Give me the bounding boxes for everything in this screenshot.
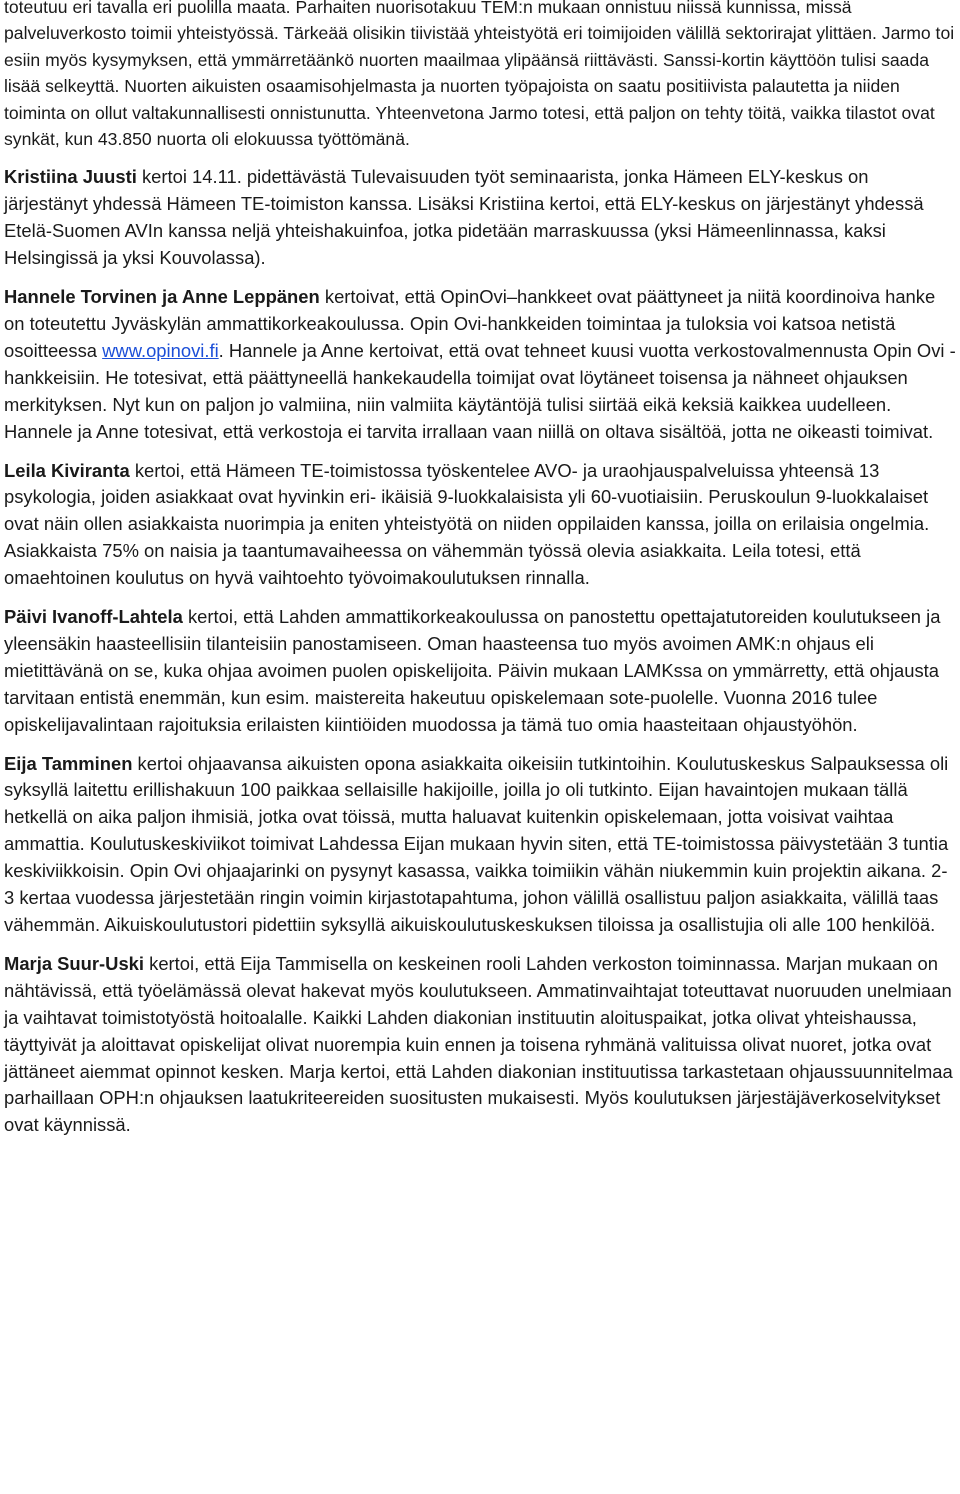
paragraph-text: kertoi, että Lahden ammattikorkeakoulussa on panostettu opettajatutoreiden koulutukseen ja yleensäkin haasteellisiin tilanteisiin panostamiseen. Oman haasteensa tuo myös avoimen AMK:n ohjaus eli mietittävänä on se, kuka ohjaa avoimen puolen opiskelijoita. Päivin mukaan LAMKssa on ymmärretty, että ohjausta tarvitaan entistä enemmän, kun esim. maistereita hakeutuu opiskelemaan sote-puolelle. Vuonna 2016 tulee opiskelijavalintaan rajoituksia erilaisten kiintiöiden muodossa ja tämä tuo omia haasteitaan ohjaustyöhön.: [4, 606, 941, 735]
paragraph-text: kertoivat, että OpinOvi–hankkeet ovat päättyneet ja niitä koordinoiva hanke on toteutettu Jyväskylän ammattikorkeakoulussa. Opin Ovi-hankkeiden toimintaa ja tuloksia voi katsoa netistä osoitteessa: [4, 286, 936, 361]
paragraph-eija-tamminen: [4, 751, 956, 939]
paragraph-kristiina-juusti: [4, 164, 956, 272]
paragraph-torvinen-leppanen: [4, 284, 956, 445]
paragraph-text: toteutuu eri tavalla eri puolilla maata. Parhaiten nuorisotakuu TEM:n mukaan onnistuu niissä kunnissa, missä palveluverkosto toimii yhteistyössä. Tärkeää olisikin tiivistää yhteistyötä eri toimijoiden välillä sektorirajat ylittäen. Jarmo toi esiin myös kysymyksen, että ymmärretäänkö nuorten maailmaa ylipäänsä riittävästi. Sanssi-kortin käyttöön tulisi saada lisää selkeyttä. Nuorten aikuisten osaamisohjelmasta ja nuorten työpajoista on saatu positiivista palautetta ja niiden toiminta on ollut valtakunnallisesti onnistunutta. Yhteenvetona Jarmo totesi, että paljon on tehty töitä, vaikka tilastot ovat synkät, kun 43.850 nuorta oli elokuussa työttömänä.: [4, 0, 955, 150]
document-page: [4, 0, 956, 1151]
speaker-name: Kristiina Juusti: [4, 166, 137, 188]
speaker-name: Leila Kiviranta: [4, 459, 130, 481]
speaker-name: Hannele Torvinen ja Anne Leppänen: [4, 286, 320, 308]
paragraph-text: kertoi 14.11. pidettävästä Tulevaisuuden työt seminaarista, jonka Hämeen ELY-keskus on järjestänyt yhdessä Hämeen TE-toimiston kanssa. Lisäksi Kristiina kertoi, että ELY-keskus on järjestänyt yhdessä Etelä-Suomen AVIn kanssa neljä yhteishakuinfoa, jotka pidetään marraskuussa (yksi Hämeenlinnassa, kaksi Helsingissä ja yksi Kouvolassa).: [4, 166, 924, 269]
paragraph-text: kertoi ohjaavansa aikuisten opona asiakkaita oikeisiin tutkintoihin. Koulutuskeskus Salpauksessa oli syksyllä laitettu erillishakuun 100 paikkaa sellaisille hakijoille, joilla jo oli tutkinto. Eijan havaintojen mukaan tällä hetkellä on aika paljon ihmisiä, jotka ovat töissä, mutta haluavat kuitenkin opiskelemaan, jotta voisivat vaihtaa ammattia. Koulutuskeskiviikot toimivat Lahdessa Eijan mukaan hyvin siten, että TE-toimistossa päivystetään 3 tuntia keskiviikkoisin. Opin Ovi ohjaajarinki on pysynyt kasassa, vaikka toimiikin vähän niukemmin kuin projektin aikana. 2-3 kertaa vuodessa järjestetään ringin voimin kirjastotapahtuma, johon välillä osallistuu paljon asiakkaita, välillä taas vähemmän. Aikuiskoulutustori pidettiin syksyllä aikuiskoulutuskeskuksen tiloissa ja osallistujia oli alle 100 henkilöä.: [4, 752, 949, 935]
paragraph-text: kertoi, että Hämeen TE-toimistossa työskentelee AVO- ja uraohjauspalveluissa yhteensä 13 psykologia, joiden asiakkaat ovat hyvinkin eri- ikäisiä 9-luokkalaisista yli 60-vuotiaisiin. Peruskoulun 9-luokkalaiset ovat näin ollen asiakkaista nuorimpia ja eniten yhteistyötä on niiden oppilaiden kanssa, joilla on erilaisia ongelmia. Asiakkaista 75% on naisia ja taantumavaiheessa on vähemmän työssä olevia asiakkaita. Leila totesi, että omaehtoinen koulutus on hyvä vaihtoehto työvoimakoulutuksen rinnalla.: [4, 459, 930, 589]
paragraph-marja-suur-uski: [4, 951, 956, 1139]
paragraph-text: kertoi, että Eija Tammisella on keskeinen rooli Lahden verkoston toiminnassa. Marjan mukaan on nähtävissä, että työelämässä olevat hakevat myös koulutukseen. Ammatinvaihtajat toteuttavat nuoruuden unelmiaan ja vaihtavat toimistotyöstä hoitoalalle. Kaikki Lahden diakonian instituutin aloituspaikat, jotka olivat yhteishaussa, täyttyivät ja aloittavat opiskelijat olivat nuorempia kuin ennen ja toisena ryhmänä valituissa olivat nuoret, jotka ovat jättäneet aiemmat opinnot kesken. Marja kertoi, että Lahden diakonian instituutissa tarkastetaan ohjaussuunnitelmaa parhaillaan OPH:n ohjauksen laatukriteereiden suositusten mukaisesti. Myös koulutuksen järjestäjäverkoselvitykset ovat käynnissä.: [4, 952, 953, 1136]
speaker-name: Päivi Ivanoff-Lahtela: [4, 606, 183, 628]
paragraph-paivi-ivanoff-lahtela: [4, 604, 956, 739]
paragraph-leila-kiviranta: [4, 458, 956, 593]
speaker-name: Eija Tamminen: [4, 752, 133, 774]
opinovi-link[interactable]: www.opinovi.fi: [102, 339, 219, 361]
speaker-name: Marja Suur-Uski: [4, 952, 145, 974]
paragraph-nuorisotakuu: [4, 0, 956, 152]
paragraph-text-continued: . Hannele ja Anne kertoivat, että ovat tehneet kuusi vuotta verkostovalmennusta Opin Ovi -hankkeisiin. He totesivat, että päättyneellä hankekaudella toimijat ovat löytäneet toisensa ja nähneet ohjauksen merkityksen. Nyt kun on paljon jo valmiina, niin valmiita käytäntöjä tulisi siirtää eikä keksiä kaikkea uudelleen. Hannele ja Anne totesivat, että verkostoja ei tarvita irrallaan vaan niillä on oltava sisältöä, jotta ne oikeasti toimivat.: [4, 339, 956, 442]
